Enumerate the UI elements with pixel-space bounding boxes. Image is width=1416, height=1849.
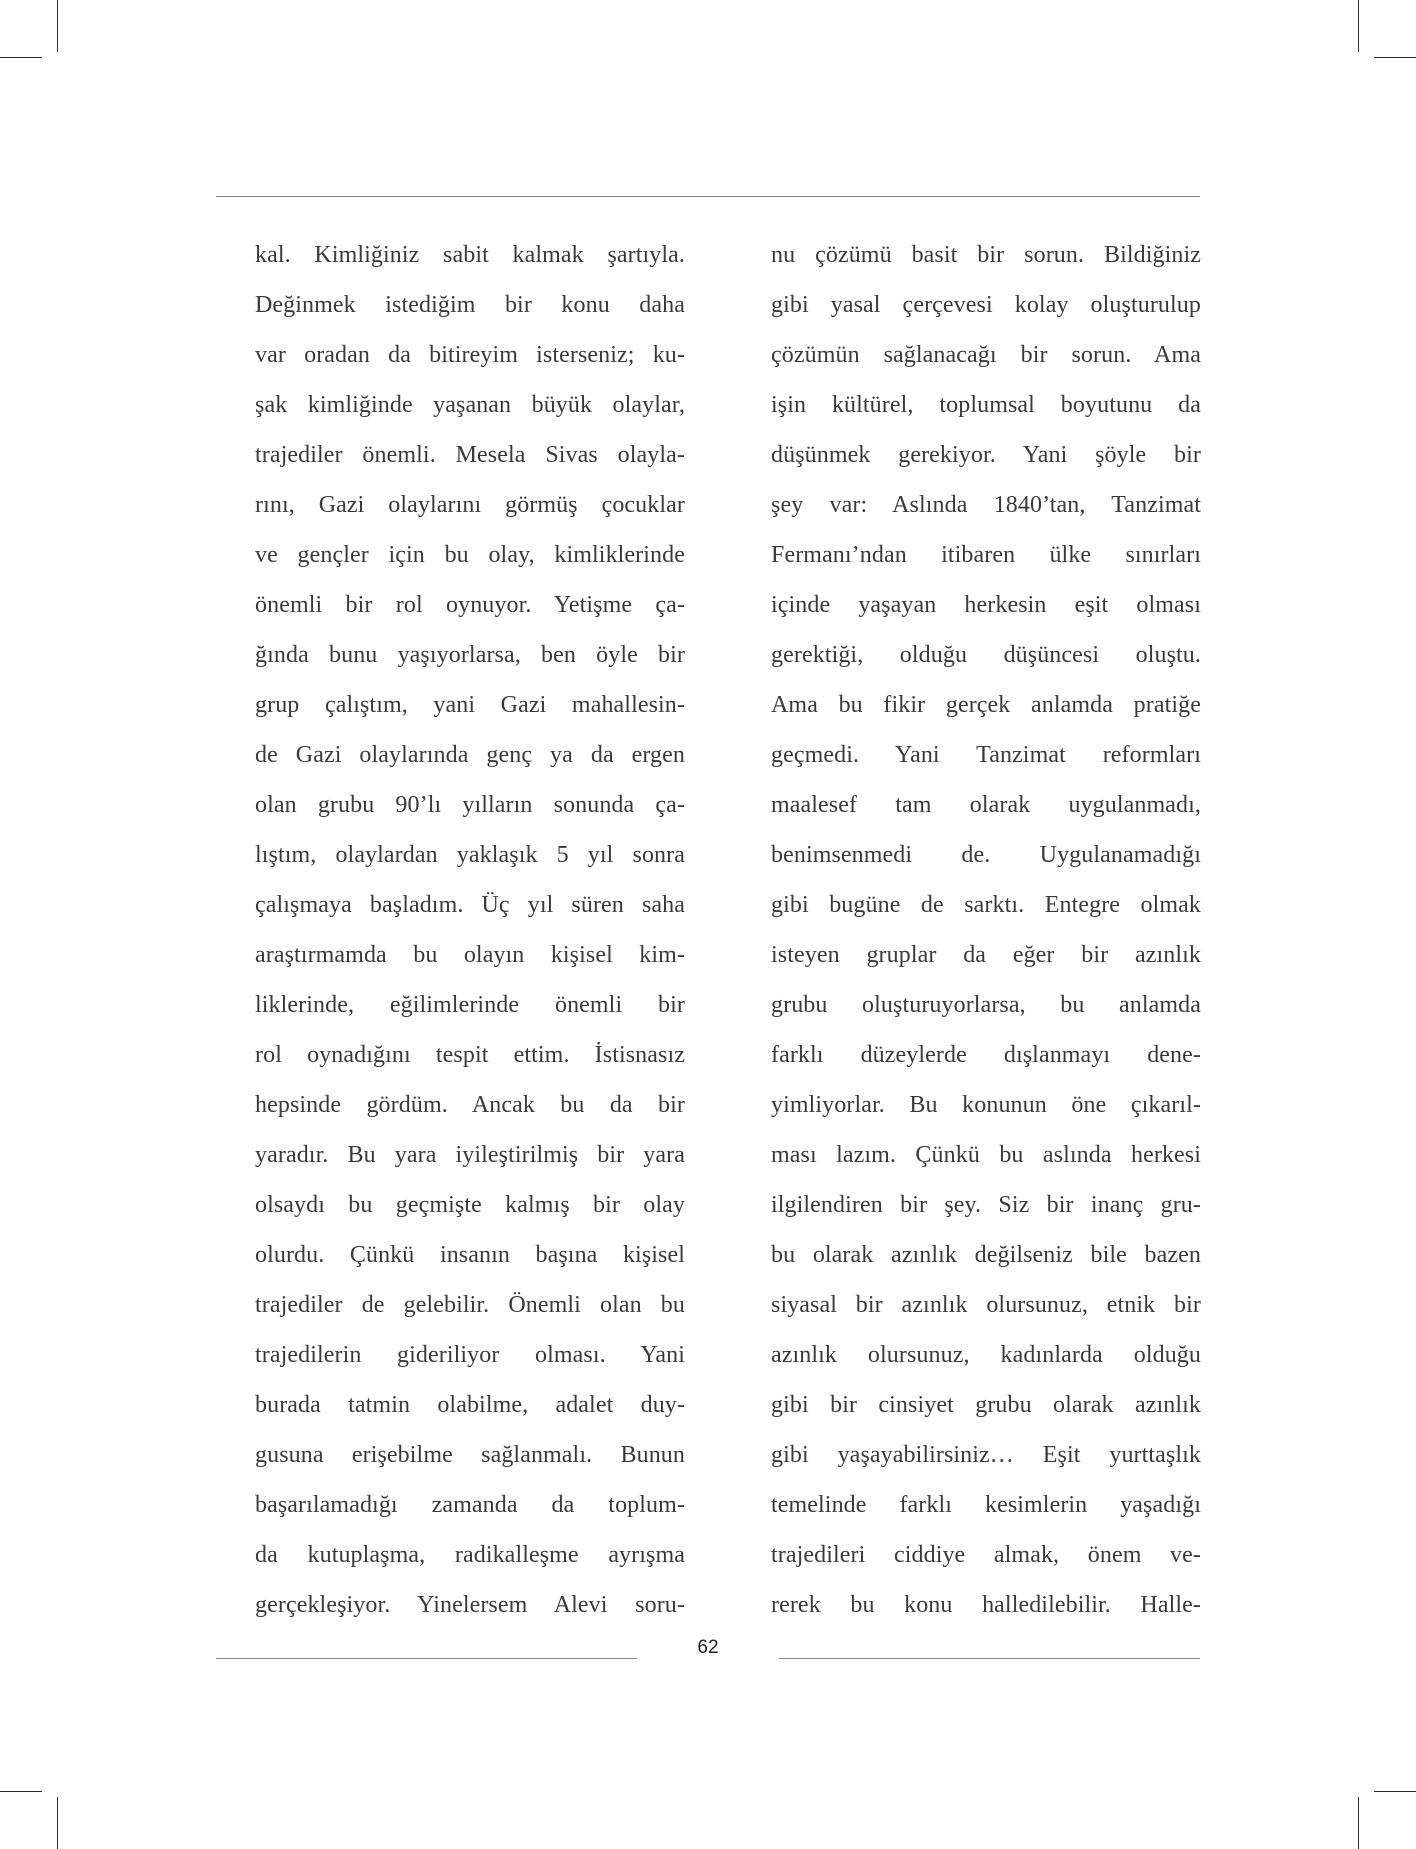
text-column-right	[771, 230, 1201, 1630]
text-line: olurdu. Çünkü insanın başına kişisel	[255, 1242, 685, 1268]
text-line: isteyen gruplar da eğer bir azınlık	[771, 942, 1201, 968]
footer-rule-left	[216, 1658, 637, 1659]
text-line: gibi yasal çerçevesi kolay oluşturulup	[771, 292, 1201, 318]
crop-mark-bottom-left-vertical	[57, 1797, 58, 1849]
text-line: trajediler de gelebilir. Önemli olan bu	[255, 1292, 685, 1318]
text-line: gibi bugüne de sarktı. Entegre olmak	[771, 892, 1201, 918]
text-line: bu olarak azınlık değilseniz bile bazen	[771, 1242, 1201, 1268]
text-line: var oradan da bitireyim isterseniz; ku-	[255, 342, 685, 368]
text-line: maalesef tam olarak uygulanmadı,	[771, 792, 1201, 818]
text-line: kal. Kimliğiniz sabit kalmak şartıyla.	[255, 242, 685, 268]
text-line: benimsenmedi de. Uygulanamadığı	[771, 842, 1201, 868]
crop-mark-bottom-right-vertical	[1358, 1797, 1359, 1849]
text-line: ve gençler için bu olay, kimliklerinde	[255, 542, 685, 568]
text-line: gibi bir cinsiyet grubu olarak azınlık	[771, 1392, 1201, 1418]
text-line: temelinde farklı kesimlerin yaşadığı	[771, 1492, 1201, 1518]
header-rule	[216, 196, 1200, 197]
text-line: rol oynadığını tespit ettim. İstisnasız	[255, 1042, 685, 1068]
text-line: başarılamadığı zamanda da toplum-	[255, 1492, 685, 1518]
text-line: olsaydı bu geçmişte kalmış bir olay	[255, 1192, 685, 1218]
text-line: çalışmaya başladım. Üç yıl süren saha	[255, 892, 685, 918]
text-line: trajedileri ciddiye almak, önem ve-	[771, 1542, 1201, 1568]
text-line: önemli bir rol oynuyor. Yetişme ça-	[255, 592, 685, 618]
text-line: gibi yaşayabilirsiniz… Eşit yurttaşlık	[771, 1442, 1201, 1468]
text-line: grubu oluşturuyorlarsa, bu anlamda	[771, 992, 1201, 1018]
text-line: düşünmek gerekiyor. Yani şöyle bir	[771, 442, 1201, 468]
text-line: de Gazi olaylarında genç ya da ergen	[255, 742, 685, 768]
crop-mark-top-left-horizontal	[0, 57, 42, 58]
text-line: olan grubu 90’lı yılların sonunda ça-	[255, 792, 685, 818]
crop-mark-top-right-vertical	[1358, 0, 1359, 52]
text-column-left	[255, 230, 685, 1630]
text-line: araştırmamda bu olayın kişisel kim-	[255, 942, 685, 968]
text-line: gerektiği, olduğu düşüncesi oluştu.	[771, 642, 1201, 668]
text-line: içinde yaşayan herkesin eşit olması	[771, 592, 1201, 618]
text-line: ması lazım. Çünkü bu aslında herkesi	[771, 1142, 1201, 1168]
text-line: grup çalıştım, yani Gazi mahallesin-	[255, 692, 685, 718]
text-line: çözümün sağlanacağı bir sorun. Ama	[771, 342, 1201, 368]
text-line: azınlık olursunuz, kadınlarda olduğu	[771, 1342, 1201, 1368]
text-line: trajediler önemli. Mesela Sivas olayla-	[255, 442, 685, 468]
crop-mark-top-right-horizontal	[1374, 57, 1416, 58]
text-line: Değinmek istediğim bir konu daha	[255, 292, 685, 318]
crop-mark-top-left-vertical	[57, 0, 58, 52]
text-line: gerçekleşiyor. Yinelersem Alevi soru-	[255, 1592, 685, 1618]
text-line: gusuna erişebilme sağlanmalı. Bunun	[255, 1442, 685, 1468]
text-line: siyasal bir azınlık olursunuz, etnik bir	[771, 1292, 1201, 1318]
text-line: yaradır. Bu yara iyileştirilmiş bir yara	[255, 1142, 685, 1168]
text-line: nu çözümü basit bir sorun. Bildiğiniz	[771, 242, 1201, 268]
text-line: ilgilendiren bir şey. Siz bir inanç gru-	[771, 1192, 1201, 1218]
crop-mark-bottom-right-horizontal	[1374, 1791, 1416, 1792]
text-line: rını, Gazi olaylarını görmüş çocuklar	[255, 492, 685, 518]
text-line: yimliyorlar. Bu konunun öne çıkarıl-	[771, 1092, 1201, 1118]
text-line: da kutuplaşma, radikalleşme ayrışma	[255, 1542, 685, 1568]
text-line: şey var: Aslında 1840’tan, Tanzimat	[771, 492, 1201, 518]
footer-rule-right	[779, 1658, 1200, 1659]
text-line: liklerinde, eğilimlerinde önemli bir	[255, 992, 685, 1018]
text-line: işin kültürel, toplumsal boyutunu da	[771, 392, 1201, 418]
text-line: trajedilerin gideriliyor olması. Yani	[255, 1342, 685, 1368]
text-line: lıştım, olaylardan yaklaşık 5 yıl sonra	[255, 842, 685, 868]
text-line: rerek bu konu halledilebilir. Halle-	[771, 1592, 1201, 1618]
text-line: burada tatmin olabilme, adalet duy-	[255, 1392, 685, 1418]
text-line: hepsinde gördüm. Ancak bu da bir	[255, 1092, 685, 1118]
text-line: geçmedi. Yani Tanzimat reformları	[771, 742, 1201, 768]
text-line: farklı düzeylerde dışlanmayı dene-	[771, 1042, 1201, 1068]
page-number: 62	[697, 1637, 719, 1658]
text-line: Ama bu fikir gerçek anlamda pratiğe	[771, 692, 1201, 718]
crop-mark-bottom-left-horizontal	[0, 1791, 42, 1792]
text-line: Fermanı’ndan itibaren ülke sınırları	[771, 542, 1201, 568]
text-line: ğında bunu yaşıyorlarsa, ben öyle bir	[255, 642, 685, 668]
text-line: şak kimliğinde yaşanan büyük olaylar,	[255, 392, 685, 418]
